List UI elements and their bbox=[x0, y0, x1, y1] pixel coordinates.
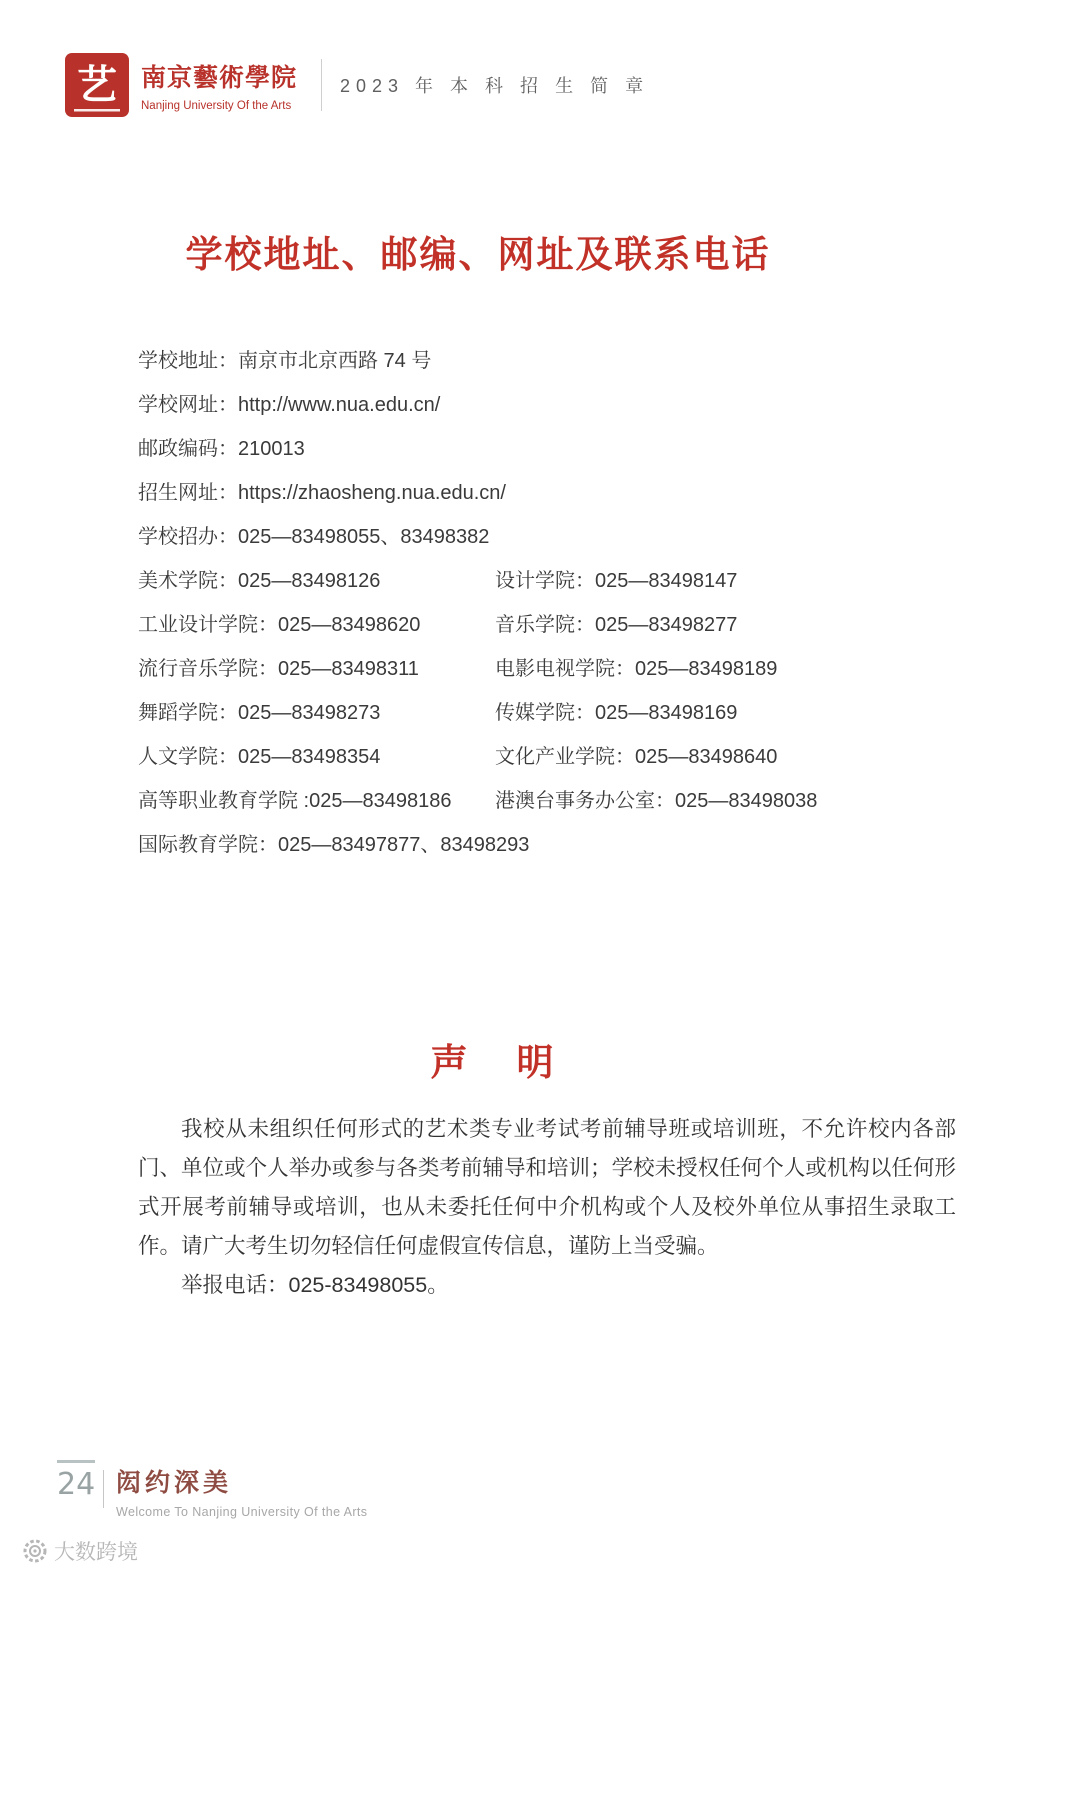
contact-row bbox=[138, 380, 968, 424]
university-name-en: Nanjing University Of the Arts bbox=[141, 100, 292, 112]
contact-row bbox=[138, 468, 968, 512]
contact-row bbox=[138, 776, 968, 820]
svg-text:艺: 艺 bbox=[77, 61, 117, 108]
statement-body bbox=[138, 1110, 956, 1305]
watermark-gear-icon bbox=[22, 1538, 48, 1564]
contact-entry: 美术学院：025—83498126 bbox=[138, 569, 381, 592]
page-number-rule bbox=[57, 1460, 95, 1463]
contact-row bbox=[138, 644, 968, 688]
header-divider bbox=[321, 59, 322, 111]
statement-title: 声 明 bbox=[430, 1040, 560, 1084]
contact-entry: 文化产业学院：025—83498640 bbox=[495, 745, 778, 768]
contact-entry: 招生网址：https://zhaosheng.nua.edu.cn/ bbox=[138, 481, 506, 504]
watermark bbox=[22, 1536, 138, 1566]
contact-entry: 人文学院：025—83498354 bbox=[138, 745, 381, 768]
contact-list bbox=[138, 336, 968, 864]
contact-entry: 学校网址：http://www.nua.edu.cn/ bbox=[138, 393, 441, 416]
footer-divider bbox=[103, 1470, 104, 1508]
contact-entry: 工业设计学院：025—83498620 bbox=[138, 613, 421, 636]
page-number: 24 bbox=[57, 1467, 96, 1502]
footer-welcome-text: Welcome To Nanjing University Of the Arts bbox=[116, 1505, 368, 1519]
statement-paragraph: 我校从未组织任何形式的艺术类专业考试考前辅导班或培训班，不允许校内各部门、单位或个人举办或参与各类考前辅导和培训；学校未授权任何个人或机构以任何形式开展考前辅导或培训，也从未委托任何中介机构或个人及校外单位从事招生录取工作。请广大考生切勿轻信任何虚假宣传信息，谨防上当受骗。 bbox=[138, 1117, 956, 1258]
watermark-text: 大数跨境 bbox=[54, 1541, 138, 1564]
contact-entry: 电影电视学院：025—83498189 bbox=[495, 657, 778, 680]
university-name-cn: 南京藝術學院 bbox=[141, 63, 298, 92]
footer-motto-block bbox=[116, 1463, 367, 1519]
school-motto: 闳约深美 bbox=[116, 1468, 233, 1497]
footer-page-number-block bbox=[57, 1460, 95, 1502]
contact-entry: 学校地址：南京市北京西路 74 号 bbox=[138, 349, 432, 372]
contact-entry: 学校招办：025—83498055、83498382 bbox=[138, 525, 490, 548]
contact-row bbox=[138, 512, 968, 556]
contact-row bbox=[138, 600, 968, 644]
contact-entry: 音乐学院：025—83498277 bbox=[495, 613, 738, 636]
contact-entry: 舞蹈学院：025—83498273 bbox=[138, 701, 381, 724]
contact-entry: 邮政编码：210013 bbox=[138, 437, 305, 460]
university-seal-icon bbox=[64, 52, 130, 118]
contact-entry: 设计学院：025—83498147 bbox=[495, 569, 738, 592]
contact-entry: 传媒学院：025—83498169 bbox=[495, 701, 738, 724]
report-phone-line: 举报电话：025-83498055。 bbox=[181, 1273, 449, 1297]
contact-row bbox=[138, 556, 968, 600]
contact-row bbox=[138, 688, 968, 732]
page-title: 学校地址、邮编、网址及联系电话 bbox=[185, 232, 771, 276]
contact-row bbox=[138, 424, 968, 468]
contact-row bbox=[138, 336, 968, 380]
contact-entry: 国际教育学院：025—83497877、83498293 bbox=[138, 833, 530, 856]
contact-entry: 流行音乐学院：025—83498311 bbox=[138, 657, 419, 680]
contact-entry: 高等职业教育学院 :025—83498186 bbox=[138, 789, 452, 812]
contact-row bbox=[138, 732, 968, 776]
header bbox=[64, 50, 649, 120]
university-logo-text bbox=[141, 58, 297, 112]
contact-row bbox=[138, 820, 968, 864]
contact-entry: 港澳台事务办公室：025—83498038 bbox=[495, 789, 818, 812]
brochure-title: 2023 年 本 科 招 生 简 章 bbox=[340, 76, 650, 96]
